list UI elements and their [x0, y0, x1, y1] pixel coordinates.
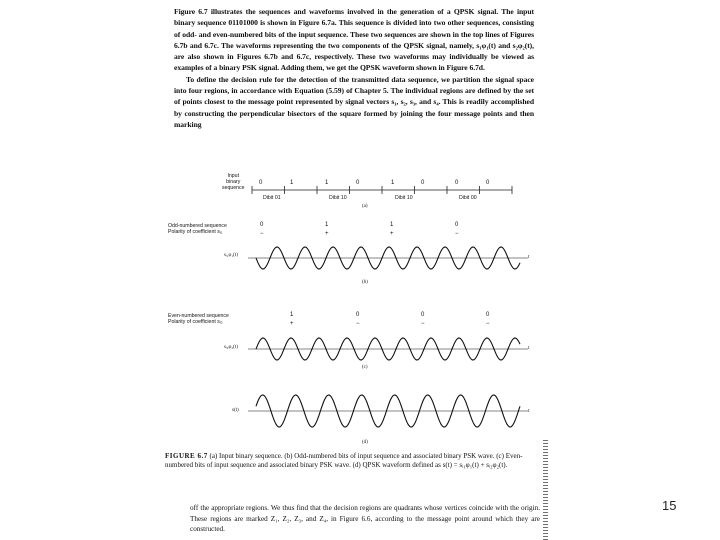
continuation-text: off the appropriate regions. We thus find that the decision regions are quadrants whose vertices coincide with the origin. These regions are marked Z₁, Z₂, Z₃, and Z₄, in Figure 6.6, according to the message point around which they are constructed. [190, 504, 540, 533]
input-bit: 0 [455, 180, 459, 186]
panel-d-label: (d) [362, 440, 368, 445]
dibit-label: Dibit 01 [263, 195, 281, 201]
time-axis-label-b: t [528, 255, 530, 260]
odd-bit: 0 [455, 222, 459, 228]
even-polarity: − [356, 321, 360, 327]
wave-b-label: sᵢ₁φ₁(t) [224, 253, 238, 258]
paragraph-2: To define the decision rule for the detection of the transmitted data sequence, we partition the signal space into four regions, in accordance with Equation (5.59) of Chapter 5. The individual regions are defined by the set of points closest to the message point represented by signal vectors s₁, s₂, s₃, and s₄. This is readily accomplished by constructing the perpendicular bisectors of the square formed by joining the four message points and then marking [174, 74, 534, 129]
input-bit: 1 [325, 180, 329, 186]
even-sequence-label: Even-numbered sequence Polarity of coefficient sᵢ₂ [168, 313, 229, 325]
dibit-label: Dibit 10 [329, 195, 347, 201]
wave-c-label: sᵢ₂φ₂(t) [224, 345, 238, 350]
odd-polarity: + [325, 231, 329, 237]
odd-polarity: − [455, 231, 459, 237]
even-bit: 0 [486, 312, 490, 318]
even-bit: 0 [356, 312, 360, 318]
panel-b-label: (b) [362, 280, 368, 285]
input-bit: 0 [486, 180, 490, 186]
input-bit: 1 [391, 180, 395, 186]
odd-polarity: + [390, 231, 394, 237]
page-edge-artifact [543, 440, 548, 540]
odd-sequence-label: Odd-numbered sequence Polarity of coefficient sᵢ₁ [168, 223, 227, 235]
caption-text: (a) Input binary sequence. (b) Odd-numbered bits of input sequence and associated binary PSK wave. (c) Even-numbered bits of input sequence and associated binary PSK wave. (d) QPSK waveform defined as s(t) = sᵢ₁φ₁(t) + sᵢ₂φ₂(t). [165, 452, 523, 469]
odd-bit: 1 [390, 222, 394, 228]
input-bit: 0 [421, 180, 425, 186]
panel-c-label: (c) [362, 365, 368, 370]
odd-polarity: − [260, 231, 264, 237]
input-bit: 1 [290, 180, 294, 186]
bit-timeline [252, 186, 512, 194]
time-axis-label-c: t [528, 346, 530, 351]
odd-bit: 1 [325, 222, 329, 228]
dibit-label: Dibit 00 [459, 195, 477, 201]
odd-bit: 0 [260, 222, 264, 228]
even-polarity: − [486, 321, 490, 327]
dibit-label: Dibit 10 [395, 195, 413, 201]
figure-caption [165, 452, 537, 470]
input-bit: 0 [356, 180, 360, 186]
even-polarity: + [290, 321, 294, 327]
even-polarity: − [421, 321, 425, 327]
even-bit: 1 [290, 312, 294, 318]
input-label: Input binary sequence [222, 173, 245, 191]
page-number: 15 [662, 498, 677, 513]
even-bit: 0 [421, 312, 425, 318]
time-axis-label-d: t [528, 409, 530, 414]
input-bit: 0 [259, 180, 263, 186]
paragraph-1: Figure 6.7 illustrates the sequences and waveforms involved in the generation of a QPSK signal. The input binary sequence 01101000 is shown in Figure 6.7a. This sequence is divided into two other sequences, consisting of odd- and even-numbered bits of the input sequence. These two sequences are shown in the top lines of Figures 6.7b and 6.7c. The waveforms representing the two components of the QPSK signal, namely, s₁φ₁(t) and s₂φ₂(t), are also shown in Figures 6.7b and 6.7c, respectively. These two waveforms may individually be viewed as examples of a binary PSK signal. Adding them, we get the QPSK waveform shown in Figure 6.7d. [174, 7, 534, 73]
panel-a-label: (a) [362, 204, 368, 209]
wave-d-label: s(t) [232, 408, 239, 413]
caption-heading: FIGURE 6.7 [165, 452, 208, 460]
